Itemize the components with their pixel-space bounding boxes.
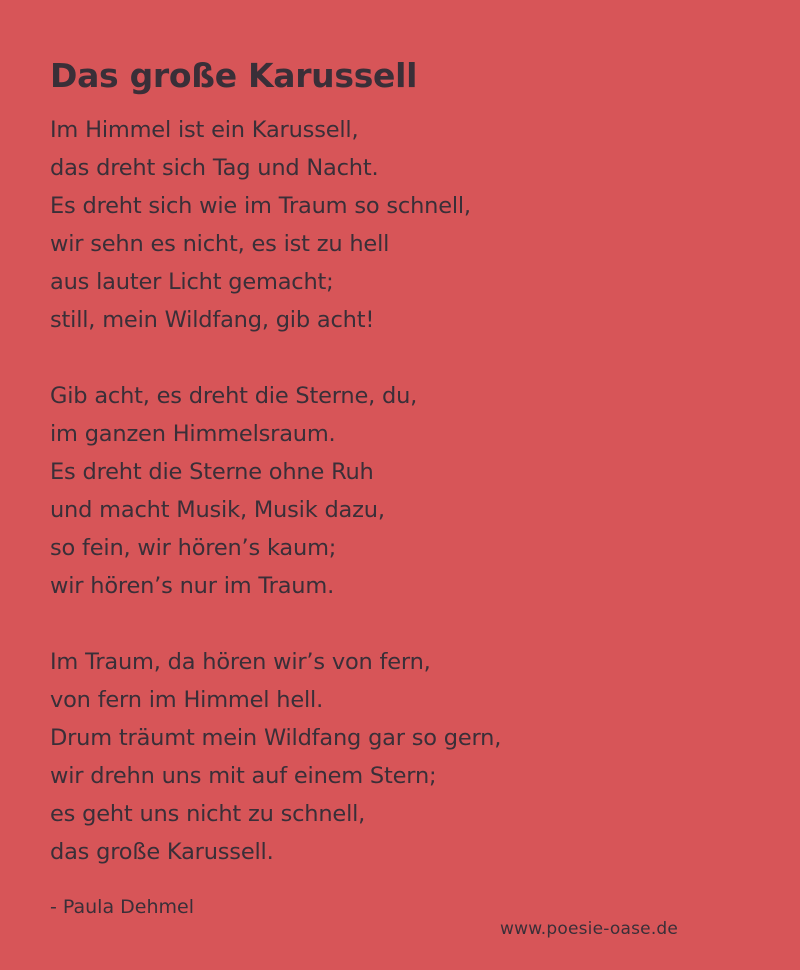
website-link[interactable]: www.poesie-oase.de [500,919,679,939]
poem-line: Es dreht die Sterne ohne Ruh [50,459,374,485]
poem-line: wir hören’s nur im Traum. [50,573,335,599]
poem-line: das große Karussell. [50,839,274,865]
poem-line: im ganzen Himmelsraum. [50,421,336,447]
poem-line: Es dreht sich wie im Traum so schnell, [50,193,471,219]
poem-line: wir drehn uns mit auf einem Stern; [50,763,437,789]
poem-line: aus lauter Licht gemacht; [50,269,334,295]
poem-line: Im Himmel ist ein Karussell, [50,117,359,143]
poem-line: Drum träumt mein Wildfang gar so gern, [50,725,502,751]
poem-author: - Paula Dehmel [50,896,194,918]
stanza-3 [50,643,750,871]
poem-line: Gib acht, es dreht die Sterne, du, [50,383,418,409]
poem-line: es geht uns nicht zu schnell, [50,801,366,827]
poem-body [50,111,750,871]
poem-line: wir sehn es nicht, es ist zu hell [50,231,390,257]
stanza-2 [50,377,750,605]
poem-line: Im Traum, da hören wir’s von fern, [50,649,431,675]
poem-line: so fein, wir hören’s kaum; [50,535,337,561]
poem-line: und macht Musik, Musik dazu, [50,497,385,523]
poem-line: von fern im Himmel hell. [50,687,324,713]
poem-line: das dreht sich Tag und Nacht. [50,155,379,181]
poem-line: still, mein Wildfang, gib acht! [50,307,375,333]
poem-title: Das große Karussell [50,56,418,95]
stanza-1 [50,111,750,339]
